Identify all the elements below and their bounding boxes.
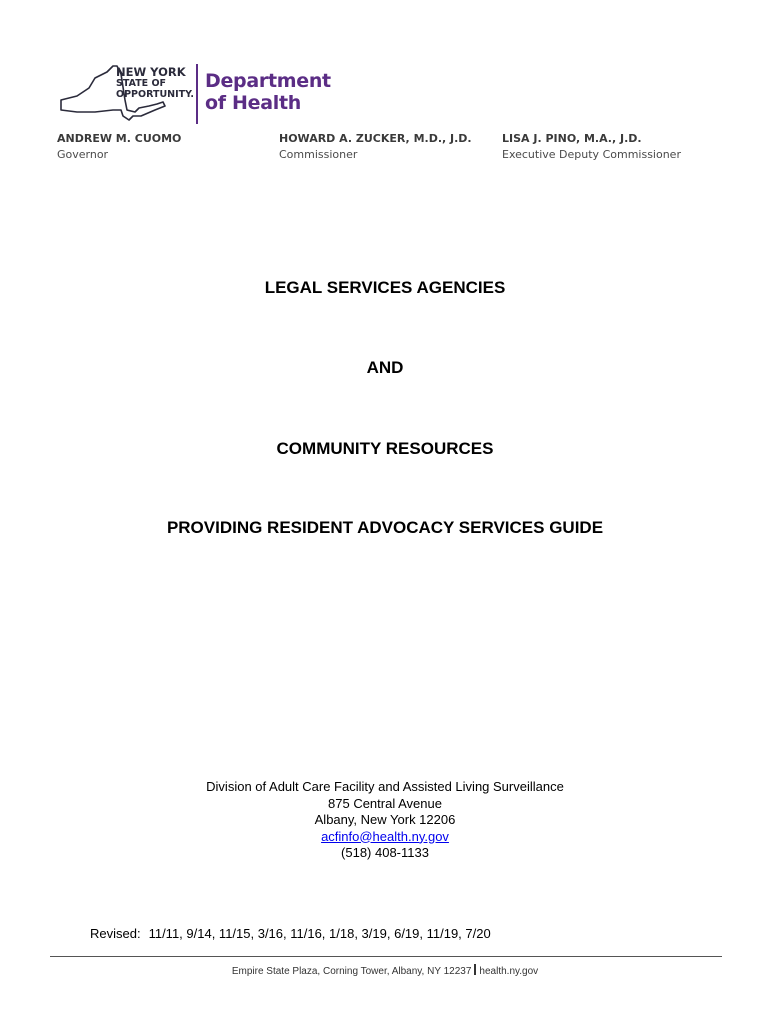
logo-dept-line1: Department [205, 70, 331, 92]
revised-label: Revised: [90, 926, 141, 941]
footer-divider [50, 956, 722, 957]
official-commissioner [279, 132, 472, 161]
logo-state-line1: NEW YORK [116, 65, 186, 79]
state-of-opportunity-wordmark [116, 67, 194, 100]
document-title-line3: COMMUNITY RESOURCES [276, 439, 494, 458]
footer-separator [474, 964, 476, 975]
department-of-health-wordmark [205, 70, 331, 114]
phone-number: (518) 408-1133 [341, 845, 429, 860]
page-footer [0, 964, 770, 977]
logo-state-line2: STATE OF [116, 78, 167, 89]
logo-state-line3: OPPORTUNITY. [116, 89, 195, 100]
letterhead [0, 0, 770, 180]
document-title-line1: LEGAL SERVICES AGENCIES [264, 278, 506, 297]
revised-dates: 11/11, 9/14, 11/15, 3/16, 11/16, 1/18, 3/19, 6/19, 11/19, 7/20 [148, 926, 491, 941]
official-executive-deputy-commissioner [502, 132, 681, 161]
logo-dept-line2: of Health [205, 92, 301, 114]
official-title: Governor [57, 148, 109, 161]
logo-divider [196, 64, 198, 124]
email-link[interactable]: acfinfo@health.ny.gov [321, 828, 449, 844]
official-name: LISA J. PINO, M.A., J.D. [502, 132, 642, 145]
official-governor [57, 132, 181, 161]
official-name: HOWARD A. ZUCKER, M.D., J.D. [279, 132, 472, 145]
revision-history [90, 926, 491, 941]
footer-website: health.ny.gov [479, 966, 539, 977]
footer-address: Empire State Plaza, Corning Tower, Albany, NY 12237 [231, 966, 472, 977]
street-address: 875 Central Avenue [328, 795, 442, 811]
official-title: Commissioner [279, 148, 358, 161]
document-title-line2: AND [366, 358, 404, 377]
official-title: Executive Deputy Commissioner [502, 148, 681, 161]
city-state-zip: Albany, New York 12206 [314, 812, 456, 827]
contact-address-block [0, 779, 770, 862]
official-name: ANDREW M. CUOMO [57, 132, 182, 145]
division-name: Division of Adult Care Facility and Assisted Living Surveillance [206, 779, 564, 794]
document-title-line4: PROVIDING RESIDENT ADVOCACY SERVICES GUIDE [166, 518, 604, 537]
